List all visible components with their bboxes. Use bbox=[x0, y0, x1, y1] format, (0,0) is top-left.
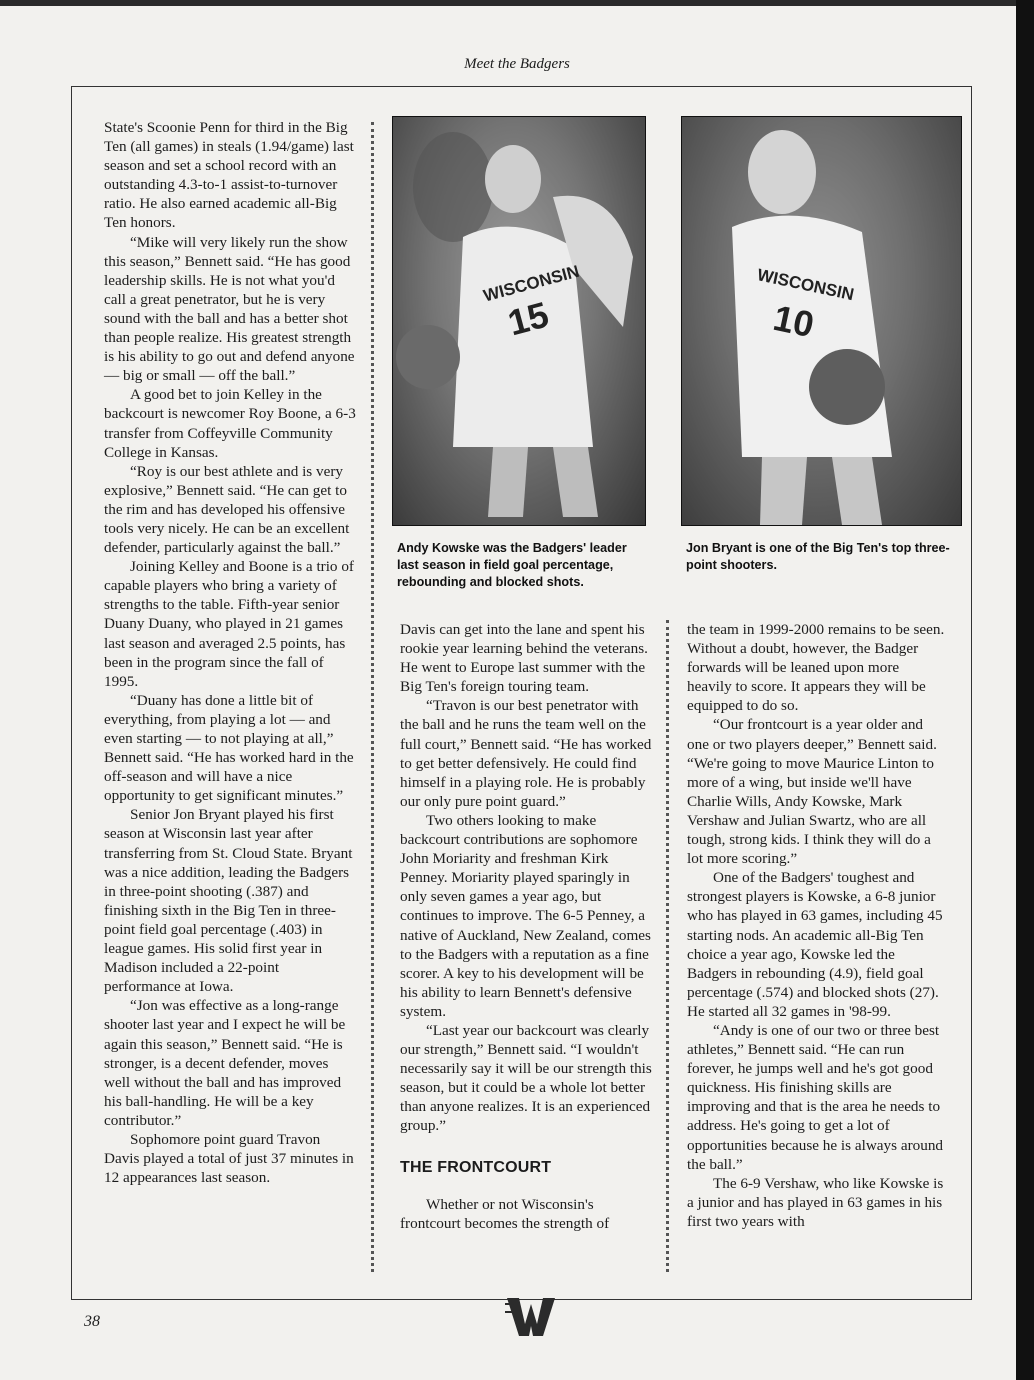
paragraph: State's Scoonie Penn for third in the Big Ten (all games) in steals (1.94/game) last season and set a school record with an outstanding 4.3-to-1 assist-to-turnover ratio. He also earned academic all-Big Ten honors. bbox=[104, 119, 354, 232]
player-illustration bbox=[393, 117, 645, 525]
paragraph: Joining Kelley and Boone is a trio of capable players who bring a variety of strengths to the table. Fifth-year senior Duany Duany, who played in 21 games last season and averaged 2.5 points, has been in the program since the fall of 1995. bbox=[104, 558, 354, 690]
paragraph: Whether or not Wisconsin's frontcourt becomes the strength of bbox=[400, 1195, 610, 1232]
motion-w-logo-icon bbox=[505, 1290, 557, 1340]
player-illustration bbox=[682, 117, 961, 525]
jersey-text: WISCONSIN bbox=[755, 265, 856, 305]
photo-jon-bryant bbox=[681, 116, 962, 526]
paragraph: Two others looking to make backcourt contributions are sophomore John Moriarity and freshman Kirk Penney. Moriarity played sparingly in only seven games a year ago, but continues to improve. The 6-5 Penney, a native of Auckland, New Zealand, comes to the Badgers with a reputation as a fine scorer. A key to his development will be his ability to learn Bennett's defensive system. bbox=[400, 811, 651, 1020]
paragraph: “Duany has done a little bit of everything, from playing a lot — and even starting — to not playing at all,” Bennett said. “He has worked hard in the off-season and will have a nice opportunity to get significant minutes.” bbox=[104, 691, 354, 805]
section-heading-frontcourt: THE FRONTCOURT bbox=[400, 1158, 552, 1176]
paragraph: “Travon is our best penetrator with the ball and he runs the team well on the full court,” Bennett said. “He has worked to get better defensively. He could find himself in a playing role. He is probably our only pure point guard.” bbox=[400, 697, 652, 810]
paragraph: “Mike will very likely run the show this season,” Bennett said. “He has good leadership skills. He is not what you'd call a great penetrator, but he is very sound with the ball and has a better shot than people realize. His greatest strength is his ability to go out and defend anyone — big or small — off the ball.” bbox=[104, 233, 355, 385]
jersey-text: WISCONSIN bbox=[481, 261, 582, 306]
paragraph: “Jon was effective as a long-range shooter last year and I expect he will be again this season,” Bennett said. “He is stronger, is a decent defender, moves well without the ball and has improved his ball-handling. He will be a key contributor.” bbox=[104, 997, 346, 1129]
photo-caption-2: Jon Bryant is one of the Big Ten's top three-point shooters. bbox=[686, 541, 950, 572]
column-2-text bbox=[400, 620, 652, 1136]
paragraph: One of the Badgers' toughest and strongest players is Kowske, a 6-8 junior who has played in 63 games, including 45 starting nods. An academic all-Big Ten choice a year ago, Kowske led the Badgers in rebounding (4.9), field goal percentage (.574) and blocked shots (27). He started all 32 games in '98-99. bbox=[687, 869, 943, 1020]
body-column-1 bbox=[104, 118, 356, 1187]
column-divider-1 bbox=[371, 122, 374, 1272]
photo-andy-kowske bbox=[392, 116, 646, 526]
paragraph: “Our frontcourt is a year older and one or two players deeper,” Bennett said. “We're going to move Maurice Linton to more of a wing, but inside we'll have Charlie Wills, Andy Kowske, Mark Vershaw and Julian Swartz, who are all tough, strong kids. I think they will do a lot more scoring.” bbox=[687, 716, 937, 868]
photo-caption-1: Andy Kowske was the Badgers' leader last season in field goal percentage, rebounding and blocked shots. bbox=[397, 541, 627, 589]
column-2-text-continued bbox=[400, 1195, 652, 1233]
top-edge bbox=[0, 0, 1034, 6]
jersey-number: 10 bbox=[769, 296, 818, 346]
paragraph: the team in 1999-2000 remains to be seen. Without a doubt, however, the Badger forwards will be leaned upon more heavily to score. It appears they will be equipped to do so. bbox=[687, 621, 945, 715]
paragraph: “Last year our backcourt was clearly our strength,” Bennett said. “I wouldn't necessarily say it will be our strength this season, but it could be a whole lot better than anyone realizes. It is an experienced group.” bbox=[400, 1021, 652, 1135]
paragraph: “Roy is our best athlete and is very explosive,” Bennett said. “He can get to the rim and has developed his offensive tools very nicely. He can be an excellent defender, particularly against the ball.” bbox=[104, 462, 350, 557]
paragraph: The 6-9 Vershaw, who like Kowske is a junior and has played in 63 games in his first two years with bbox=[687, 1174, 944, 1230]
paragraph: Davis can get into the lane and spent his rookie year learning behind the veterans. He went to Europe last summer with the Big Ten's foreign touring team. bbox=[400, 621, 648, 696]
jersey-number: 15 bbox=[503, 293, 553, 344]
paragraph: Sophomore point guard Travon Davis played a total of just 37 minutes in 12 appearances last season. bbox=[104, 1130, 354, 1187]
body-column-2 bbox=[400, 620, 652, 1233]
running-head: Meet the Badgers bbox=[464, 56, 570, 72]
paragraph: “Andy is one of our two or three best athletes,” Bennett said. “He can run forever, he jumps well and he's got good quickness. His finishing skills are improving and that is the area he needs to address. He's going to get a lot of opportunities because he is always around the ball.” bbox=[687, 1021, 944, 1173]
paragraph: Senior Jon Bryant played his first season at Wisconsin last year after transferring from St. Cloud State. Bryant was a nice addition, leading the Badgers in three-point shooting (.387) and finishing sixth in the Big Ten in three-point field goal percentage (.403) in league games. His solid first year in Madison included a 22-point performance at Iowa. bbox=[104, 806, 353, 996]
page-number: 38 bbox=[84, 1313, 100, 1330]
page-gutter-edge bbox=[1016, 0, 1034, 1380]
body-column-3 bbox=[687, 620, 945, 1231]
paragraph: A good bet to join Kelley in the backcourt is newcomer Roy Boone, a 6-3 transfer from Coffeyville Community College in Kansas. bbox=[104, 386, 356, 461]
column-divider-2 bbox=[666, 620, 669, 1272]
